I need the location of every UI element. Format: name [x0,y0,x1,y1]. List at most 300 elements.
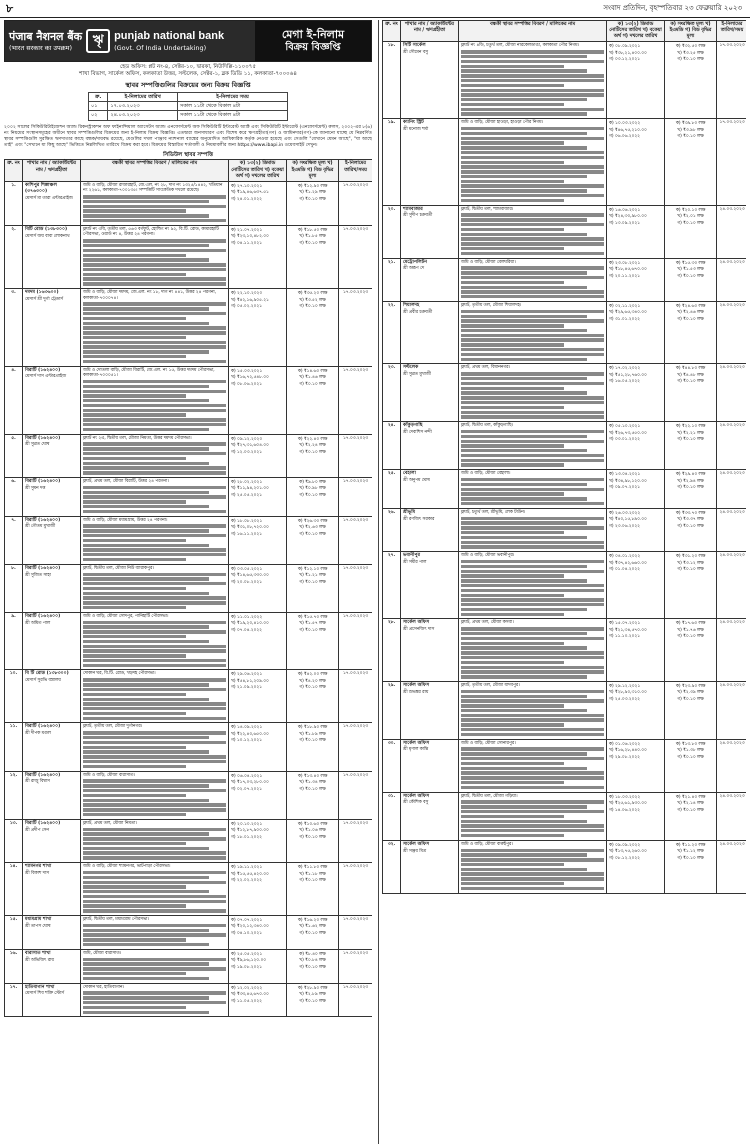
table-row [5,949,373,983]
branch-name: দমদম (১৬৩৬০০) [25,290,59,296]
filler-line [461,93,604,96]
filler-line [83,606,186,609]
row-sl: ২২. [383,301,401,363]
reserve-r3: গ) ₹০.১০ লক্ষ [299,786,326,792]
row-auction-date: ২৪.০৩.২০২৩ [717,739,747,792]
filler-line [461,103,564,106]
demand-d3: গ) ২০.১১.২০২১ [609,273,640,279]
reserve-r2: খ) ₹০.৮৪ লক্ষ [299,958,326,964]
demand-d1: ক) ২৭.১০.২০২১ [231,183,263,189]
table-row [383,739,747,792]
filler-line [83,209,186,212]
row-reserve [287,612,339,670]
table-row [5,477,373,516]
filler-line [461,849,604,852]
row-property [81,225,229,288]
row-demand [607,205,665,258]
row-sl: ৫. [5,434,23,477]
filler-line [461,810,604,813]
demand-d1: ক) ১৬.০৬.২০২১ [609,207,641,213]
row-property [459,508,607,551]
row-property [81,723,229,771]
filler-line [83,871,226,874]
filler-line [461,776,604,779]
demand-d1: ক) ০৫.১০.২০২১ [609,424,641,430]
filler-line [461,112,587,115]
filler-line [461,449,587,452]
row-auction-date: ২৪.০৩.২০২৩ [717,619,747,681]
row-reserve [665,205,717,258]
reserve-r1: ক) ₹৩৫.২০ লক্ষ [297,291,328,297]
branch-name: বেহালা [403,471,416,477]
row-sl: ১৯. [383,119,401,205]
filler-line [83,750,209,753]
row-reserve [287,181,339,225]
row-reserve [665,364,717,422]
demand-d2: খ) ₹২২,৪০,৬৫০.০০ [231,731,269,737]
row-borrower [23,366,81,434]
demand-d2: খ) ₹১৭,০৩,২৮০.০০ [231,780,269,786]
row-property [459,470,607,509]
demand-d3: গ) ২৪.০১.২০২২ [231,196,262,202]
row-reserve [287,434,339,477]
reserve-r3: গ) ₹০.১০ লক্ষ [677,316,704,322]
demand-d1: ক) ০১.০৬.২০২২ [609,741,641,747]
filler-line [461,242,604,245]
schedule-section-label: সিডিউল স্থাবর সম্পত্তি [163,151,213,158]
filler-line [461,704,564,707]
branch-name: বিরাটি (১৬২৪০০) [25,820,61,826]
reserve-r3: গ) ₹০.১০ লক্ষ [299,196,326,202]
reserve-r2: খ) ₹১.২১ লক্ষ [299,573,326,579]
row-auction-date: ১৭.০৩.২০২৩ [339,670,373,723]
row-sl: ৮. [5,564,23,612]
filler-line [461,570,604,573]
reserve-r1: ক) ₹৯.৮০ লক্ষ [299,479,326,485]
filler-line [461,108,604,111]
row-property [81,819,229,862]
property-description: ফ্ল্যাট নং ৪ডি, চতুর্থ তল, মৌজা নারকেলডাঙা, কলকাতা পৌর নিগম। [461,43,580,49]
row-demand [229,612,287,670]
table-row [383,301,747,363]
filler-line [83,621,226,624]
filler-line [83,813,186,816]
demand-d1: ক) ০৮.০৯.২০২১ [609,44,641,50]
filler-line [83,803,226,806]
demand-d3: গ) ১২.০৩.২০২১ [231,449,262,455]
demand-d2: খ) ₹১৪,৬৫,৩৩০.০০ [231,573,269,579]
filler-line [83,765,186,768]
row-auction-date: ২৪.০৩.২০২৩ [717,301,747,363]
row-auction-date: ২৪.০৩.২০২৩ [717,258,747,301]
filler-line [461,781,564,784]
row-property [459,258,607,301]
property-table-left [4,159,372,1017]
filler-line [83,654,186,657]
demand-d3: গ) ২৫.০৫.২০২১ [231,492,262,498]
filler-line [461,502,604,505]
row-demand [607,552,665,619]
row-sl: ২১. [383,258,401,301]
branch-name: বিরাটি (১৬২৪০০) [25,565,61,571]
reserve-r2: খ) ₹১.৪৬ লক্ষ [299,375,326,381]
reserve-r1: ক) ₹৪৪.৮০ লক্ষ [675,366,706,372]
row-property [459,792,607,840]
filler-line [83,885,186,888]
table-row [383,681,747,739]
demand-d3: গ) ১৬.০৫.২০২২ [609,379,640,385]
filler-line [83,736,209,739]
reserve-r2: খ) ₹২.২১ লক্ষ [677,430,704,436]
reserve-r1: ক) ₹২২.৪০ লক্ষ [297,436,328,442]
row-sl: ১৬. [5,949,23,983]
row-demand [607,301,665,363]
reserve-r1: ক) ₹২০.১০ লক্ষ [675,207,706,213]
filler-line [461,656,604,659]
row-property [81,477,229,516]
reserve-r1: ক) ₹১৪.৬০ লক্ষ [297,368,328,374]
row-borrower [23,819,81,862]
demand-d1: ক) ০৯.০৯.২০২২ [609,842,641,848]
filler-line [83,219,226,222]
reserve-r2: খ) ₹২.১৪ লক্ষ [677,801,704,807]
filler-line [461,492,564,495]
row-property [81,771,229,819]
filler-line [83,302,226,305]
reserve-r3: গ) ₹০.১০ লক্ষ [299,492,326,498]
filler-line [83,962,209,965]
property-description: জমি ও বাড়ি, মৌজা বেলঘরিয়া। [461,259,516,265]
row-property [459,552,607,619]
filler-line [83,390,226,393]
demand-d1: ক) ০৩.০৫.২০২১ [231,566,263,572]
filler-line [83,746,186,749]
table-row [5,225,373,288]
filler-line [83,799,209,802]
branch-name: কাশিপুর শিল্পাঞ্চল (৩৭৬৩০০) [25,182,57,194]
row-demand [229,564,287,612]
row-sl: ৪. [5,366,23,434]
auction-title-box [255,21,371,61]
property-description: জমি ও বাড়ি, মৌজা ভবানীপুর। [461,553,515,559]
demand-d1: ক) ১৪.০৯.২০২১ [231,725,263,731]
demand-d1: ক) ২৩.০৮.২০২১ [609,260,641,266]
row-reserve [287,670,339,723]
table-row [5,915,373,949]
row-demand [607,792,665,840]
reserve-r3: গ) ₹০.১০ লক্ষ [677,220,704,226]
borrower-name: মেসার্স দাস এন্টারপ্রাইজ [25,374,66,380]
filler-line [461,343,564,346]
row-demand [607,364,665,422]
row-sl: ৩১. [383,792,401,840]
table-row [383,552,747,619]
row-reserve [665,840,717,893]
filler-line [83,423,226,426]
row-borrower [23,723,81,771]
row-borrower [401,205,459,258]
filler-line [461,478,604,481]
filler-line [461,180,564,183]
demand-d1: ক) ১৮.০৮.২০২১ [231,518,263,524]
filler-line [83,784,209,787]
filler-line [83,282,226,285]
row-sl: ১৭. [5,983,23,1017]
filler-line [83,808,226,811]
filler-line [83,630,226,633]
demand-d1: ক) ২২.১০.২০২০ [231,291,263,297]
reserve-r1: ক) ₹২৩.৯০ লক্ষ [675,683,706,689]
reserve-r3: গ) ₹০.১০ লক্ষ [677,696,704,702]
row-auction-date: ১৭.০৩.২০২৩ [339,225,373,288]
filler-line [83,664,226,667]
branch-name: বিরাটি (১৬২৪০০) [25,613,61,619]
filler-line [461,531,564,534]
property-description: ফ্ল্যাট, তৃতীয় তল, মৌজা শিয়ালদহ। [461,302,522,308]
reserve-r1: ক) ₹২৮.৯০ লক্ষ [297,985,328,991]
reserve-r3: গ) ₹০.১০ লক্ষ [677,134,704,140]
row-auction-date: ১৭.০৩.২০২৩ [339,181,373,225]
filler-line [461,820,587,823]
row-reserve [287,477,339,516]
filler-line [83,760,226,763]
reserve-r3: গ) ₹০.১০ লক্ষ [677,754,704,760]
filler-line [461,353,604,356]
row-auction-date: ১৭.০৩.২০২৩ [339,612,373,670]
reserve-r3: গ) ₹০.১০ লক্ষ [299,449,326,455]
row-reserve [287,289,339,367]
borrower-name: শ্রী প্রদীপ সেন [25,827,49,833]
filler-line [83,466,226,469]
reserve-r1: ক) ₹৩১.২০ লক্ষ [675,554,706,560]
demand-d3: গ) ০৩.১২.২০২১ [609,57,640,63]
row-reserve [287,863,339,916]
filler-line [461,406,564,409]
reserve-r1: ক) ₹১৮.৫০ লক্ষ [297,227,328,233]
reserve-r2: খ) ₹১.১৮ লক্ষ [299,871,326,877]
demand-d2: খ) ₹২৪,৩০,৯৮০.০০ [609,214,647,220]
row-property [81,612,229,670]
reserve-r3: গ) ₹০.১০ লক্ষ [677,567,704,573]
reserve-r2: খ) ₹২.৮৯ লক্ষ [299,992,326,998]
row-demand [229,289,287,367]
row-sl: ৩০. [383,739,401,792]
row-property [81,983,229,1017]
filler-line [83,842,186,845]
filler-line [83,413,186,416]
filler-line [83,909,226,912]
row-demand [229,670,287,723]
table-row [5,670,373,723]
row-demand [607,508,665,551]
filler-line [83,360,226,363]
reserve-r3: গ) ₹০.১০ লক্ষ [677,273,704,279]
demand-d3: গ) ২১.০৯.২০২১ [231,685,262,691]
row-borrower [401,301,459,363]
filler-line [461,526,604,529]
filler-line [461,762,564,765]
filler-line [83,933,226,936]
demand-d1: ক) ১৯.১১.২০২১ [231,865,263,871]
filler-line [83,205,226,208]
row-reserve [665,552,717,619]
row-reserve [287,516,339,564]
row-demand [229,516,287,564]
row-auction-date: ২৪.০৩.২০২৩ [717,552,747,619]
filler-line [461,415,604,418]
filler-line [83,967,226,970]
reserve-r3: গ) ₹০.১০ লক্ষ [677,437,704,443]
filler-line [83,938,186,941]
table-row [383,258,747,301]
row-property [459,422,607,470]
filler-line [83,428,209,431]
filler-line [461,594,564,597]
filler-line [461,767,587,770]
filler-line [83,828,226,831]
table-row [5,612,373,670]
row-reserve [287,819,339,862]
reserve-r1: ক) ₹২৪.৬০ লক্ষ [675,303,706,309]
table-row [383,792,747,840]
property-description: জমি ও বাড়ি, মৌজা হাওড়া, হাওড়া পৌর নিগম। [461,120,544,126]
property-description: জমি ও বাড়ি, মৌজা রাজারহাট, জে.এল. নং ২৮, দাগ নং ১৩২৫/১৪৪২, খতিয়ান নং ২২৬১, কলকাতা-৭০০১৩৫। সম্পত্তিটি সাংকেতিক দখলে রয়েছে। [83,182,223,194]
reserve-r1: ক) ₹১০.৬০ লক্ষ [297,821,328,827]
reserve-r2: খ) ₹২.২৪ লক্ষ [299,443,326,449]
filler-line [461,84,564,87]
row-borrower [23,983,81,1017]
filler-line [83,548,226,551]
reserve-r3: গ) ₹০.১০ লক্ষ [299,930,326,936]
property-description: জমি ও বাড়ি, মৌজা সোনারপুর। [461,740,516,746]
reserve-r1: ক) ₹১৫.৩০ লক্ষ [675,260,706,266]
borrower-name: শ্রী সুমন দত্ত [25,485,46,491]
filler-line [83,924,226,927]
filler-line [461,824,604,827]
filler-line [83,592,209,595]
filler-line [461,497,587,500]
demand-d3: গ) ২৫.০৩.২০২২ [609,696,640,702]
demand-d2: খ) ₹৩৮,২১,৪০০.০০ [609,50,647,56]
filler-line [83,553,226,556]
borrower-name: মেসার্স শ্রী দুর্গা ট্রেডার্স [25,296,63,302]
row-sl: ২০. [383,205,401,258]
row-borrower [401,508,459,551]
filler-line [461,728,604,731]
filler-line [83,418,226,421]
filler-line [461,435,587,438]
page-top-bar [0,0,750,18]
borrower-name: শ্রী গৌতম মুখার্জী [25,524,56,530]
reserve-r2: খ) ₹২.৯৪ লক্ষ [677,478,704,484]
filler-line [461,853,587,856]
filler-line [83,442,226,445]
borrower-name: শ্রী সঞ্জয় মিত্র [403,848,427,854]
borrower-name: শ্রী সুজিত সাহা [25,572,51,578]
filler-line [461,218,587,221]
filler-line [461,194,604,197]
filler-line [461,718,604,721]
reserve-r2: খ) ₹৩.৩৭ লক্ষ [677,517,704,523]
filler-line [83,573,226,576]
filler-line [461,165,604,168]
filler-line [83,847,209,850]
filler-line [461,521,587,524]
demand-d3: গ) ০৭.০৪.২০২২ [231,627,262,633]
filler-line [461,358,587,361]
row-property [459,119,607,205]
branch-name: সিটি সার্কেল [403,43,426,49]
filler-line [83,683,209,686]
branch-name: সার্কেল অফিস [403,740,430,746]
filler-line [461,391,587,394]
row-reserve [287,225,339,288]
filler-line [83,717,226,720]
reserve-r1: ক) ₹১৮.৯০ লক্ষ [297,725,328,731]
filler-line [83,244,209,247]
filler-line [461,233,587,236]
reserve-r1: ক) ₹৩৩.৭০ লক্ষ [675,510,706,516]
filler-line [461,348,604,351]
reserve-r2: খ) ₹১.২৯ লক্ষ [299,190,326,196]
demand-d2: খ) ₹৩৭,৪২,৬৬০.০০ [609,560,647,566]
demand-d1: ক) ১৫.০৩.২০২১ [231,368,263,374]
reserve-r2: খ) ₹১.৮৯ লক্ষ [299,731,326,737]
demand-d1: ক) ২৮.০২.২০২১ [231,479,263,485]
table-row [5,366,373,434]
demand-d2: খ) ₹৩৩,৪৫,৬৭০.০০ [231,992,269,998]
row-borrower [401,792,459,840]
filler-line [461,771,604,774]
row-demand [229,181,287,225]
row-auction-date: ২৪.০৩.২০২৩ [717,840,747,893]
filler-line [461,786,604,789]
auction-title: মেগা ই-নিলাম [281,27,345,41]
row-auction-date: ১৭.০৩.২০২৩ [339,983,373,1017]
filler-line [461,223,604,226]
row-auction-date: ১৭.০৩.২০২৩ [339,949,373,983]
table-row [383,364,747,422]
filler-line [83,529,209,532]
reserve-r2: খ) ₹১.৫৭ লক্ষ [299,621,326,627]
demand-d3: গ) ২০.০৮.২০২১ [231,579,262,585]
demand-d1: ক) ১৫.০৭.২০২১ [609,621,641,627]
row-borrower [401,840,459,893]
property-description: জমি ও বাড়ি, মৌজা বেহালা। [461,471,511,477]
branch-name: বিরাটি (১৬২৪০০) [25,517,61,523]
filler-line [83,1011,209,1014]
bank-header [4,20,372,62]
row-property [459,205,607,258]
borrower-name: মেসার্স জয় বাবা লোকনাথ [25,233,70,239]
filler-line [83,457,186,460]
filler-line [83,577,209,580]
filler-line [83,794,186,797]
borrower-name: শ্রী সমীর পাল [403,560,427,566]
filler-line [461,65,564,68]
filler-line [83,755,226,758]
header-property: বন্ধকী স্থাবর সম্পত্তির বিবরণ / মালিকের নাম [81,160,229,181]
demand-d3: গ) ১৯.০৮.২০২১ [231,964,262,970]
row-borrower [23,289,81,367]
row-auction-date: ২৪.০৩.২০২৩ [717,470,747,509]
row-demand [229,949,287,983]
borrower-name: শ্রী সুব্রত ঘোষ [25,442,50,448]
filler-line [461,863,564,866]
row-demand [229,225,287,288]
reserve-r2: খ) ₹২.৪৬ লক্ষ [677,310,704,316]
row-property [81,366,229,434]
